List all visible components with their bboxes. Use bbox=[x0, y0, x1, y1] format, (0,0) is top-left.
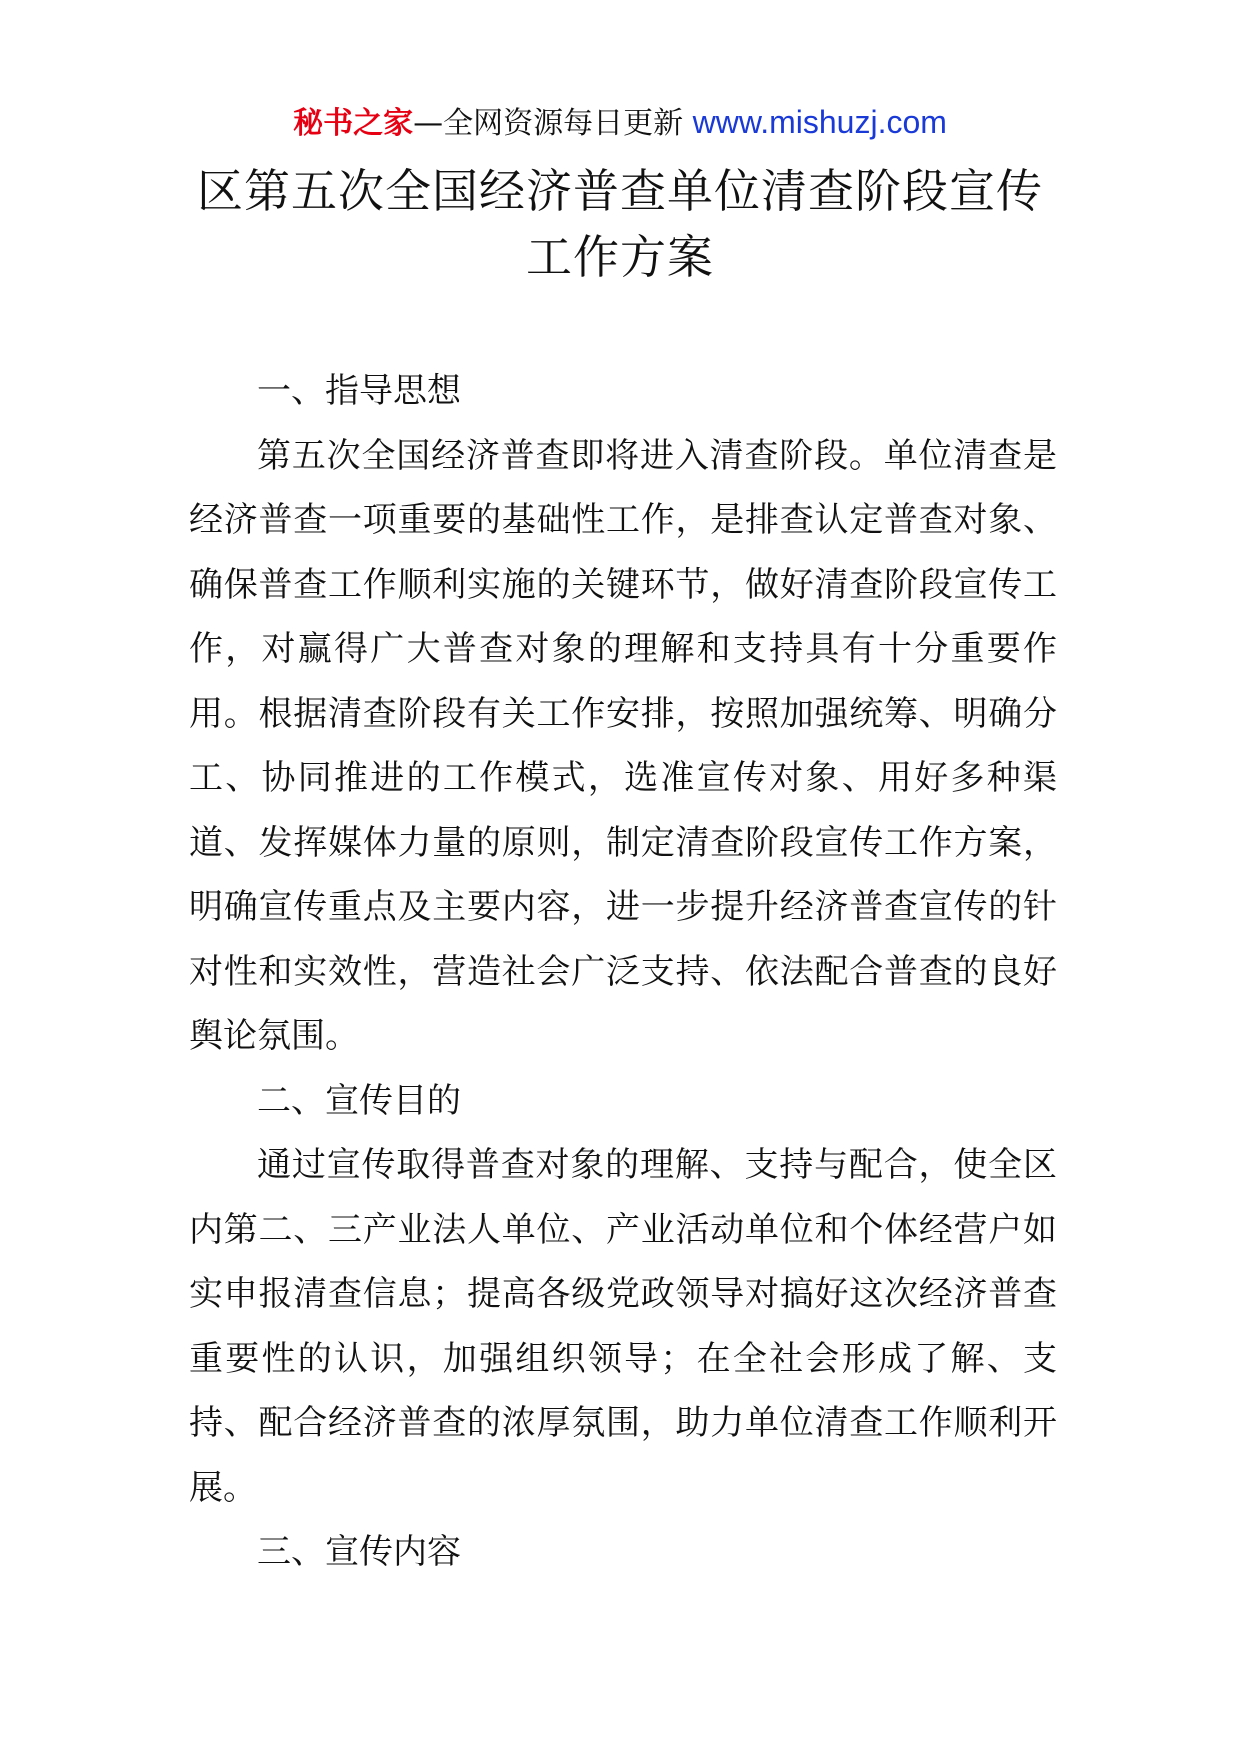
document-title bbox=[150, 158, 1090, 290]
document-body bbox=[189, 359, 1057, 1585]
section-heading-1: 一、指导思想 bbox=[257, 371, 461, 411]
header-slogan: —全网资源每日更新 bbox=[413, 106, 684, 141]
header-brand: 秘书之家 bbox=[293, 106, 414, 141]
section-heading-3: 三、宣传内容 bbox=[257, 1532, 461, 1572]
site-header bbox=[0, 100, 1240, 146]
title-line-2: 工作方案 bbox=[526, 230, 714, 284]
header-url-link[interactable]: www.mishuzj.com bbox=[692, 104, 947, 140]
paragraph-2: 通过宣传取得普查对象的理解、支持与配合，使全区内第二、三产业法人单位、产业活动单位和个体经营户如实申报清查信息；提高各级党政领导对搞好这次经济普查重要性的认识，加强组织领导；在全社会形成了解、支持、配合经济普查的浓厚氛围，助力单位清查工作顺利开展。 bbox=[189, 1145, 1057, 1508]
title-line-1: 区第五次全国经济普查单位清查阶段宣传 bbox=[197, 164, 1043, 218]
section-heading-2: 二、宣传目的 bbox=[257, 1080, 461, 1121]
paragraph-1: 第五次全国经济普查即将进入清查阶段。单位清查是经济普查一项重要的基础性工作，是排查认定普查对象、确保普查工作顺利实施的关键环节，做好清查阶段宣传工作，对赢得广大普查对象的理解和支持具有十分重要作用。根据清查阶段有关工作安排，按照加强统筹、明确分工、协同推进的工作模式，选准宣传对象、用好多种渠道、发挥媒体力量的原则，制定清查阶段宣传工作方案，明确宣传重点及主要内容，进一步提升经济普查宣传的针对性和实效性，营造社会广泛支持、依法配合普查的良好舆论氛围。 bbox=[189, 435, 1057, 1056]
